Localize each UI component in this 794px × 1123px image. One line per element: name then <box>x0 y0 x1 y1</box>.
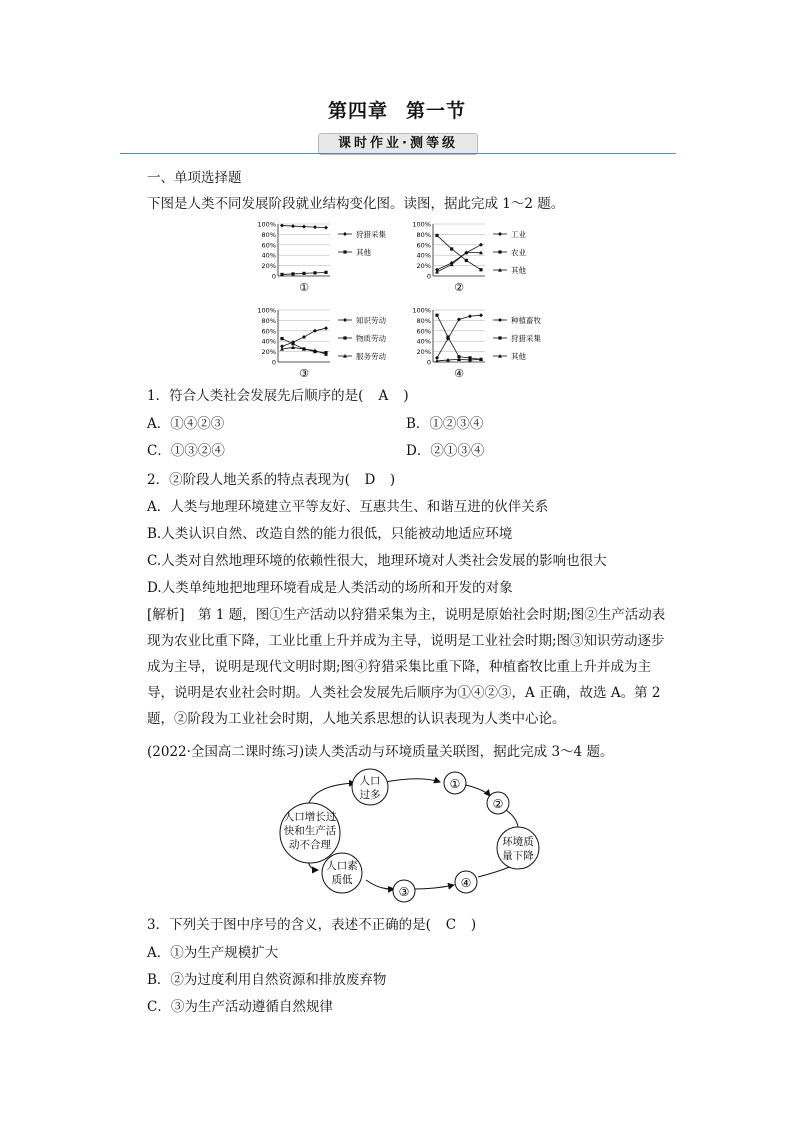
node-2 <box>487 792 509 814</box>
node-4 <box>455 871 477 893</box>
q2-stem <box>147 471 395 489</box>
node-right <box>497 827 539 869</box>
y-tick-label: 60% <box>416 241 431 250</box>
svg-text:量下降: 量下降 <box>502 850 534 862</box>
q1-stem <box>147 387 409 405</box>
q1-stem-text: 1．符合人类社会发展先后顺序的是( <box>147 388 364 404</box>
y-tick-label: 60% <box>416 327 431 336</box>
data-point <box>479 313 483 317</box>
data-point <box>450 247 453 250</box>
data-point <box>302 335 306 339</box>
data-point <box>302 272 305 275</box>
part1-intro: 下图是人类不同发展阶段就业结构变化图。读图，据此完成 1～2 题。 <box>147 196 565 212</box>
data-point <box>324 326 328 330</box>
y-tick-label: 100% <box>412 306 431 315</box>
data-point <box>291 272 294 275</box>
data-point <box>313 271 316 274</box>
chart-3 <box>250 304 400 384</box>
y-tick-label: 60% <box>261 327 276 336</box>
data-point <box>446 335 449 338</box>
legend-label: 服务劳动 <box>356 352 386 361</box>
y-tick-label: 80% <box>416 316 431 325</box>
chapter-label: 第四章 <box>327 100 388 122</box>
legend-label: 其他 <box>356 248 371 257</box>
cycle-diagram <box>270 765 560 905</box>
q1-option-c: C．①③②④ <box>147 443 225 459</box>
legend-marker <box>343 318 347 322</box>
legend-label: 农业 <box>511 248 526 257</box>
y-tick-label: 20% <box>416 348 431 357</box>
data-point <box>280 337 283 340</box>
y-tick-label: 40% <box>261 251 276 260</box>
y-tick-label: 20% <box>416 262 431 271</box>
node-3 <box>393 880 415 902</box>
q1-stem-close: ) <box>403 388 409 404</box>
node-left <box>280 803 340 863</box>
y-tick-label: 100% <box>257 220 276 229</box>
y-tick-label: 40% <box>416 337 431 346</box>
chart-label: ③ <box>299 367 309 380</box>
data-point <box>324 271 327 274</box>
data-point <box>313 329 317 333</box>
legend-label: 知识劳动 <box>356 316 386 325</box>
svg-text:人口增长过: 人口增长过 <box>283 811 337 823</box>
header-divider <box>120 153 676 154</box>
q3-option-c: C．③为生产活动遵循自然规律 <box>147 999 333 1015</box>
q2-answer: D <box>364 472 376 488</box>
banner-label: 课时作业·测等级 <box>318 133 478 155</box>
data-point <box>468 314 472 318</box>
legend-marker <box>498 318 502 322</box>
svg-text:③: ③ <box>398 885 410 899</box>
q3-answer: C <box>445 917 457 933</box>
y-tick-label: 100% <box>412 220 431 229</box>
legend-marker <box>498 250 501 253</box>
legend-label: 物质劳动 <box>356 334 386 343</box>
legend-label: 狩猎采集 <box>511 334 541 343</box>
q1-option-d: D．②①③④ <box>406 443 485 459</box>
q3-stem <box>147 916 476 934</box>
q3-stem-close: ) <box>470 917 477 933</box>
data-point <box>291 224 295 228</box>
data-point <box>479 268 482 271</box>
q2-option-d: D.人类单纯地把地理环境看成是人类活动的场所和开发的对象 <box>147 580 513 596</box>
q1-answer: A <box>378 388 389 404</box>
y-tick-label: 80% <box>416 230 431 239</box>
svg-text:动不合理: 动不合理 <box>289 839 331 851</box>
node-top <box>352 769 388 805</box>
node-1 <box>444 772 466 794</box>
y-tick-label: 60% <box>261 241 276 250</box>
y-tick-label: 100% <box>257 306 276 315</box>
analysis-paragraph: [解析] 第 1 题，图①生产活动以狩猎采集为主，说明是原始社会时期;图②生产活动表现为农业比重下降，工业比重上升并成为主导，说明是工业社会时期;图③知识劳动逐步成为主导，说明是现代文明时期;图④狩猎采集比重下降，种植畜牧比重上升并成为主导，说明是农业社会时期。人类社会发展先后顺序为①④②③，A 正确，故选 A。第 2 题，②阶段为工业社会时期，人地关系思想的认识表现为人类中心论。 <box>147 607 666 727</box>
chart-label: ② <box>454 281 464 294</box>
q2-option-c: C.人类对自然地理环境的依赖性很大，地理环境对人类社会发展的影响也很大 <box>147 553 607 569</box>
legend-marker <box>498 336 501 339</box>
q2-option-b: B.人类认识自然、改造自然的能力很低，只能被动地适应环境 <box>147 526 513 542</box>
y-tick-label: 80% <box>261 230 276 239</box>
svg-text:人口素: 人口素 <box>326 860 358 872</box>
q3-option-b: B．②为过度利用自然资源和排放废弃物 <box>147 972 387 988</box>
svg-text:人口: 人口 <box>359 775 381 787</box>
y-tick-label: 80% <box>261 316 276 325</box>
part1-heading: 一、单项选择题 <box>147 170 242 186</box>
q1-option-a: A．①④②③ <box>147 416 225 432</box>
series-line <box>437 253 481 272</box>
chart-1 <box>250 218 400 298</box>
chapter-title <box>0 96 794 123</box>
data-point <box>313 225 317 229</box>
y-tick-label: 40% <box>261 337 276 346</box>
legend-label: 其他 <box>511 266 526 275</box>
chart-label: ④ <box>454 367 464 380</box>
data-point <box>465 259 468 262</box>
legend-marker <box>343 336 346 339</box>
q2-stem-close: ) <box>389 472 396 488</box>
data-point <box>435 314 438 317</box>
svg-text:环境质: 环境质 <box>502 836 534 848</box>
q1-option-b: B．①②③④ <box>406 416 484 432</box>
q3-stem-text: 3．下列关于图中序号的含义，表述不正确的是( <box>147 917 431 933</box>
legend-marker <box>343 250 346 253</box>
y-tick-label: 40% <box>416 251 431 260</box>
legend-label: 种植畜牧 <box>511 316 541 325</box>
data-point <box>457 317 461 321</box>
y-tick-label: 0 <box>271 272 276 281</box>
legend-label: 狩猎采集 <box>356 230 386 239</box>
svg-text:质低: 质低 <box>331 874 353 886</box>
svg-text:④: ④ <box>460 876 472 890</box>
part2-intro: (2022·全国高二课时练习)读人类活动与环境质量关联图，据此完成 3～4 题。 <box>147 744 614 760</box>
chart-4 <box>405 304 555 384</box>
data-point <box>479 243 483 247</box>
data-point <box>302 225 306 229</box>
section-label: 第一节 <box>406 100 467 122</box>
series-line <box>437 315 481 359</box>
data-point <box>324 226 328 230</box>
chart-label: ① <box>299 281 309 294</box>
legend-label: 工业 <box>511 230 526 239</box>
q2-option-a: A．人类与地理环境建立平等友好、互惠共生、和谐互进的伙伴关系 <box>147 499 549 515</box>
y-tick-label: 0 <box>426 358 431 367</box>
y-tick-label: 0 <box>426 272 431 281</box>
legend-marker <box>343 232 347 236</box>
svg-text:快和生产活: 快和生产活 <box>283 825 337 837</box>
legend-label: 其他 <box>511 352 526 361</box>
data-point <box>435 270 439 274</box>
chart-2 <box>405 218 555 298</box>
y-tick-label: 20% <box>261 348 276 357</box>
y-tick-label: 20% <box>261 262 276 271</box>
svg-text:过多: 过多 <box>359 789 381 801</box>
legend-marker <box>498 232 502 236</box>
q3-option-a: A．①为生产规模扩大 <box>147 945 279 961</box>
svg-text:①: ① <box>449 777 461 791</box>
svg-text:②: ② <box>492 797 504 811</box>
data-point <box>291 342 294 345</box>
y-tick-label: 0 <box>271 358 276 367</box>
q2-stem-text: 2．②阶段人地关系的特点表现为( <box>147 472 350 488</box>
data-point <box>280 273 283 276</box>
data-point <box>435 234 438 237</box>
node-bottom <box>322 853 362 893</box>
